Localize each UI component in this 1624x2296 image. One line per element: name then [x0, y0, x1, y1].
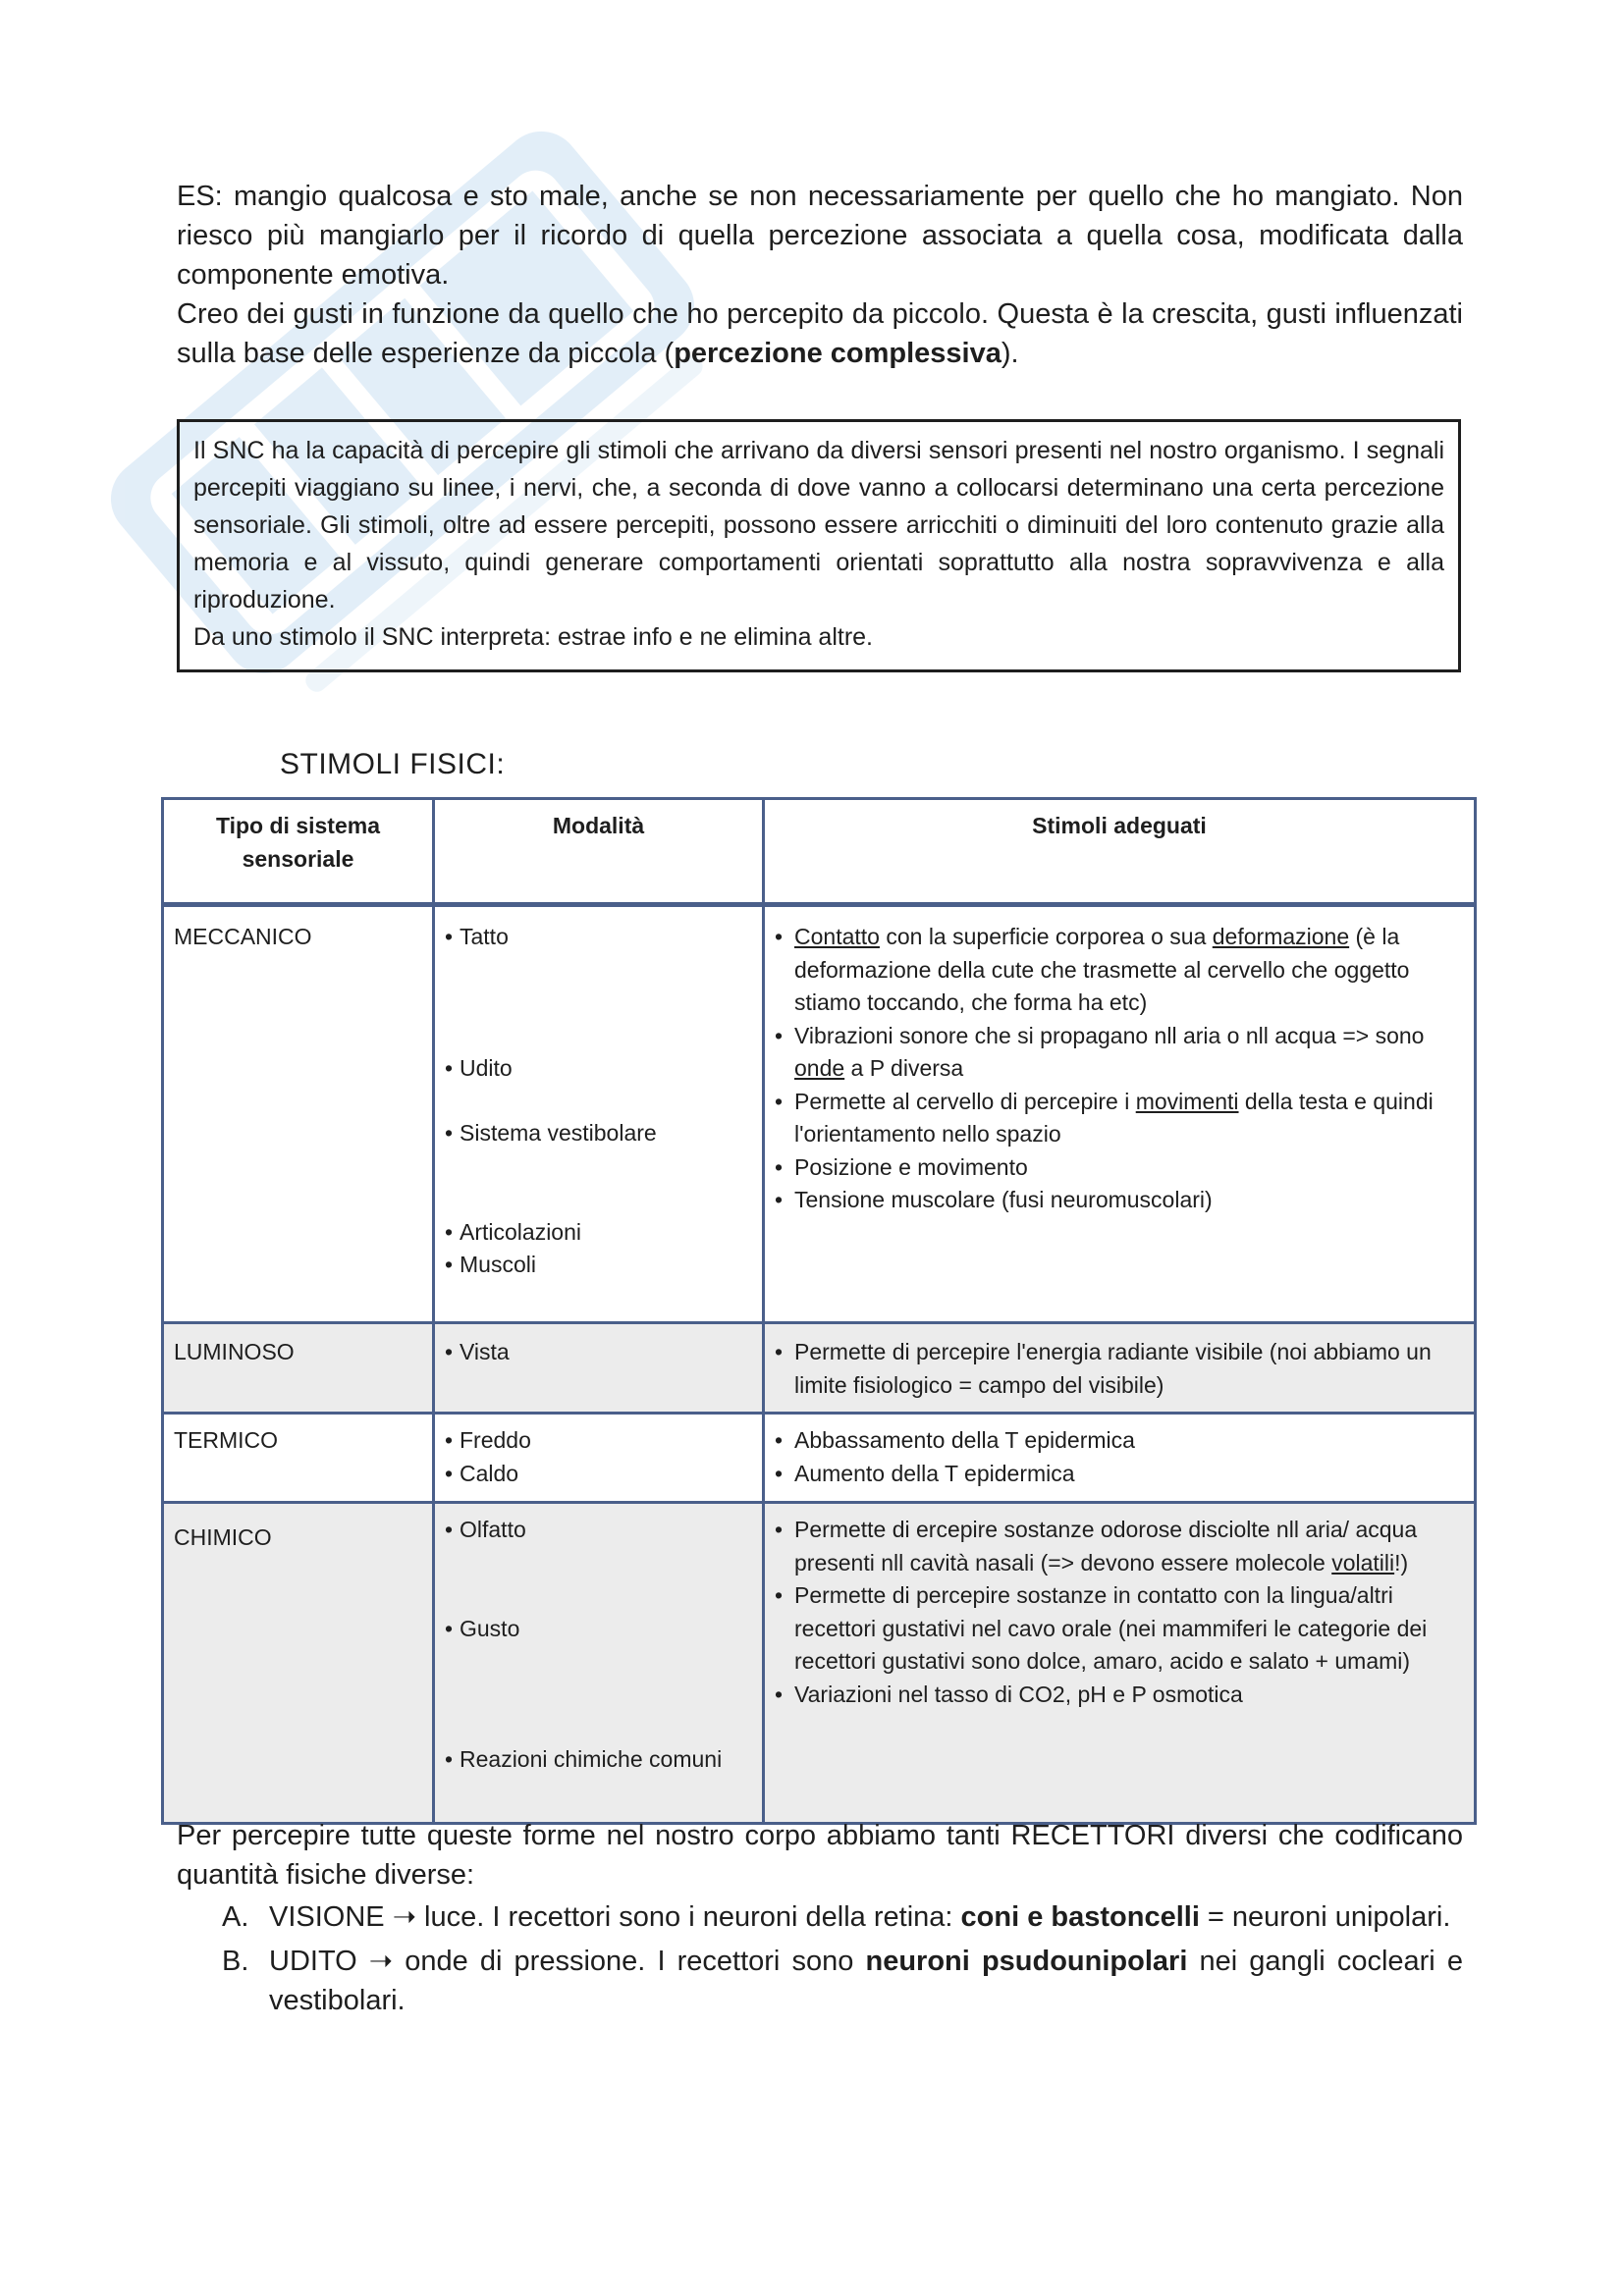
cell-modalita [434, 905, 764, 1323]
snc-box-conclusion: Da uno stimolo il SNC interpreta: estrae info e ne elimina altre. [193, 623, 873, 651]
list-item: • Vista [445, 1336, 752, 1369]
list-item: • Tensione muscolare (fusi neuromuscolari) [775, 1184, 1464, 1217]
list-item: • Muscoli [445, 1249, 752, 1282]
cell-tipo: LUMINOSO [163, 1323, 434, 1414]
header-modalita: Modalità [434, 799, 764, 905]
list-item: • Sistema vestibolare [445, 1117, 752, 1150]
list-item: B. UDITO ➝ onde di pressione. I recettori sono neuroni psudounipolari nei gangli cocleari e vestibolari. [222, 1946, 1463, 2016]
list-item: • Aumento della T epidermica [775, 1458, 1464, 1491]
cell-modalita [434, 1323, 764, 1414]
cell-tipo: CHIMICO [163, 1503, 434, 1824]
list-item: • Permette di ercepire sostanze odorose disciolte nll aria/ acqua presenti nll cavità nasali (=> devono essere molecole volatili!) [775, 1514, 1464, 1579]
list-item: • Variazioni nel tasso di CO2, pH e P osmotica [775, 1679, 1464, 1712]
list-item: • Abbassamento della T epidermica [775, 1424, 1464, 1458]
list-item: • Articolazioni [445, 1216, 752, 1250]
cell-tipo: TERMICO [163, 1414, 434, 1503]
table-header-row [163, 799, 1476, 905]
table-row-meccanico [163, 905, 1476, 1323]
snc-box-paragraph: Il SNC ha la capacità di percepire gli stimoli che arrivano da diversi sensori presenti nel nostro organismo. I segnali percepiti viaggiano su linee, i nervi, che, a seconda di dove vanno a collocarsi determinano una certa percezione sensoriale. Gli stimoli, oltre ad essere percepiti, possono essere arricchiti o diminuiti del loro contenuto grazie alla memoria e al vissuto, quindi generare comportamenti orientati soprattutto alla nostra sopravvivenza e alla riproduzione. [193, 437, 1444, 614]
stimuli-table [161, 797, 1477, 1825]
cell-stimoli [764, 1414, 1476, 1503]
cell-tipo: MECCANICO [163, 905, 434, 1323]
list-item: • Permette al cervello di percepire i movimenti della testa e quindi l'orientamento nello spazio [775, 1086, 1464, 1151]
header-tipo: Tipo di sistema sensoriale [163, 799, 434, 905]
table-row-luminoso [163, 1323, 1476, 1414]
table-row-termico [163, 1414, 1476, 1503]
cell-stimoli [764, 1323, 1476, 1414]
intro-paragraph-2: Creo dei gusti in funzione da quello che ho percepito da piccolo. Questa è la crescita, gusti influenzati sulla base delle esperienze da piccola (percezione complessiva). [177, 298, 1463, 369]
intro-text [177, 177, 1463, 373]
list-item: • Gusto [445, 1613, 752, 1646]
list-item: • Permette di percepire sostanze in contatto con la lingua/altri recettori gustativi nel cavo orale (nei mammiferi le categorie dei recettori gustativi sono dolce, amaro, acido e salato + umami) [775, 1579, 1464, 1679]
cell-modalita [434, 1503, 764, 1824]
cell-stimoli [764, 905, 1476, 1323]
receptor-list [177, 1897, 1463, 2020]
cell-modalita [434, 1414, 764, 1503]
list-item: • Olfatto [445, 1514, 752, 1547]
list-item: • Freddo [445, 1424, 752, 1458]
header-stimoli: Stimoli adeguati [764, 799, 1476, 905]
list-item: • Reazioni chimiche comuni [445, 1743, 752, 1777]
outro-paragraph: Per percepire tutte queste forme nel nostro corpo abbiamo tanti RECETTORI diversi che codificano quantità fisiche diverse: [177, 1820, 1463, 1891]
outro-text [177, 1816, 1463, 2025]
snc-summary-box [177, 419, 1461, 672]
list-item: • Contatto con la superficie corporea o sua deformazione (è la deformazione della cute che trasmette al cervello che oggetto stiamo toccando, che forma ha etc) [775, 921, 1464, 1020]
section-title: STIMOLI FISICI: [280, 748, 506, 780]
list-item: • Permette di percepire l'energia radiante visibile (noi abbiamo un limite fisiologico = campo del visibile) [775, 1336, 1464, 1402]
cell-stimoli [764, 1503, 1476, 1824]
list-item: • Posizione e movimento [775, 1151, 1464, 1185]
table-row-chimico [163, 1503, 1476, 1824]
list-item: • Tatto [445, 921, 752, 954]
list-item: • Vibrazioni sonore che si propagano nll aria o nll acqua => sono onde a P diversa [775, 1020, 1464, 1086]
intro-paragraph-1: ES: mangio qualcosa e sto male, anche se non necessariamente per quello che ho mangiato. Non riesco più mangiarlo per il ricordo di quella percezione associata a quella cosa, modificata dalla componente emotiva. [177, 181, 1463, 291]
list-item: • Caldo [445, 1458, 752, 1491]
list-item: • Udito [445, 1052, 752, 1086]
list-item: A. VISIONE ➝ luce. I recettori sono i neuroni della retina: coni e bastoncelli = neuroni unipolari. [222, 1901, 1451, 1933]
